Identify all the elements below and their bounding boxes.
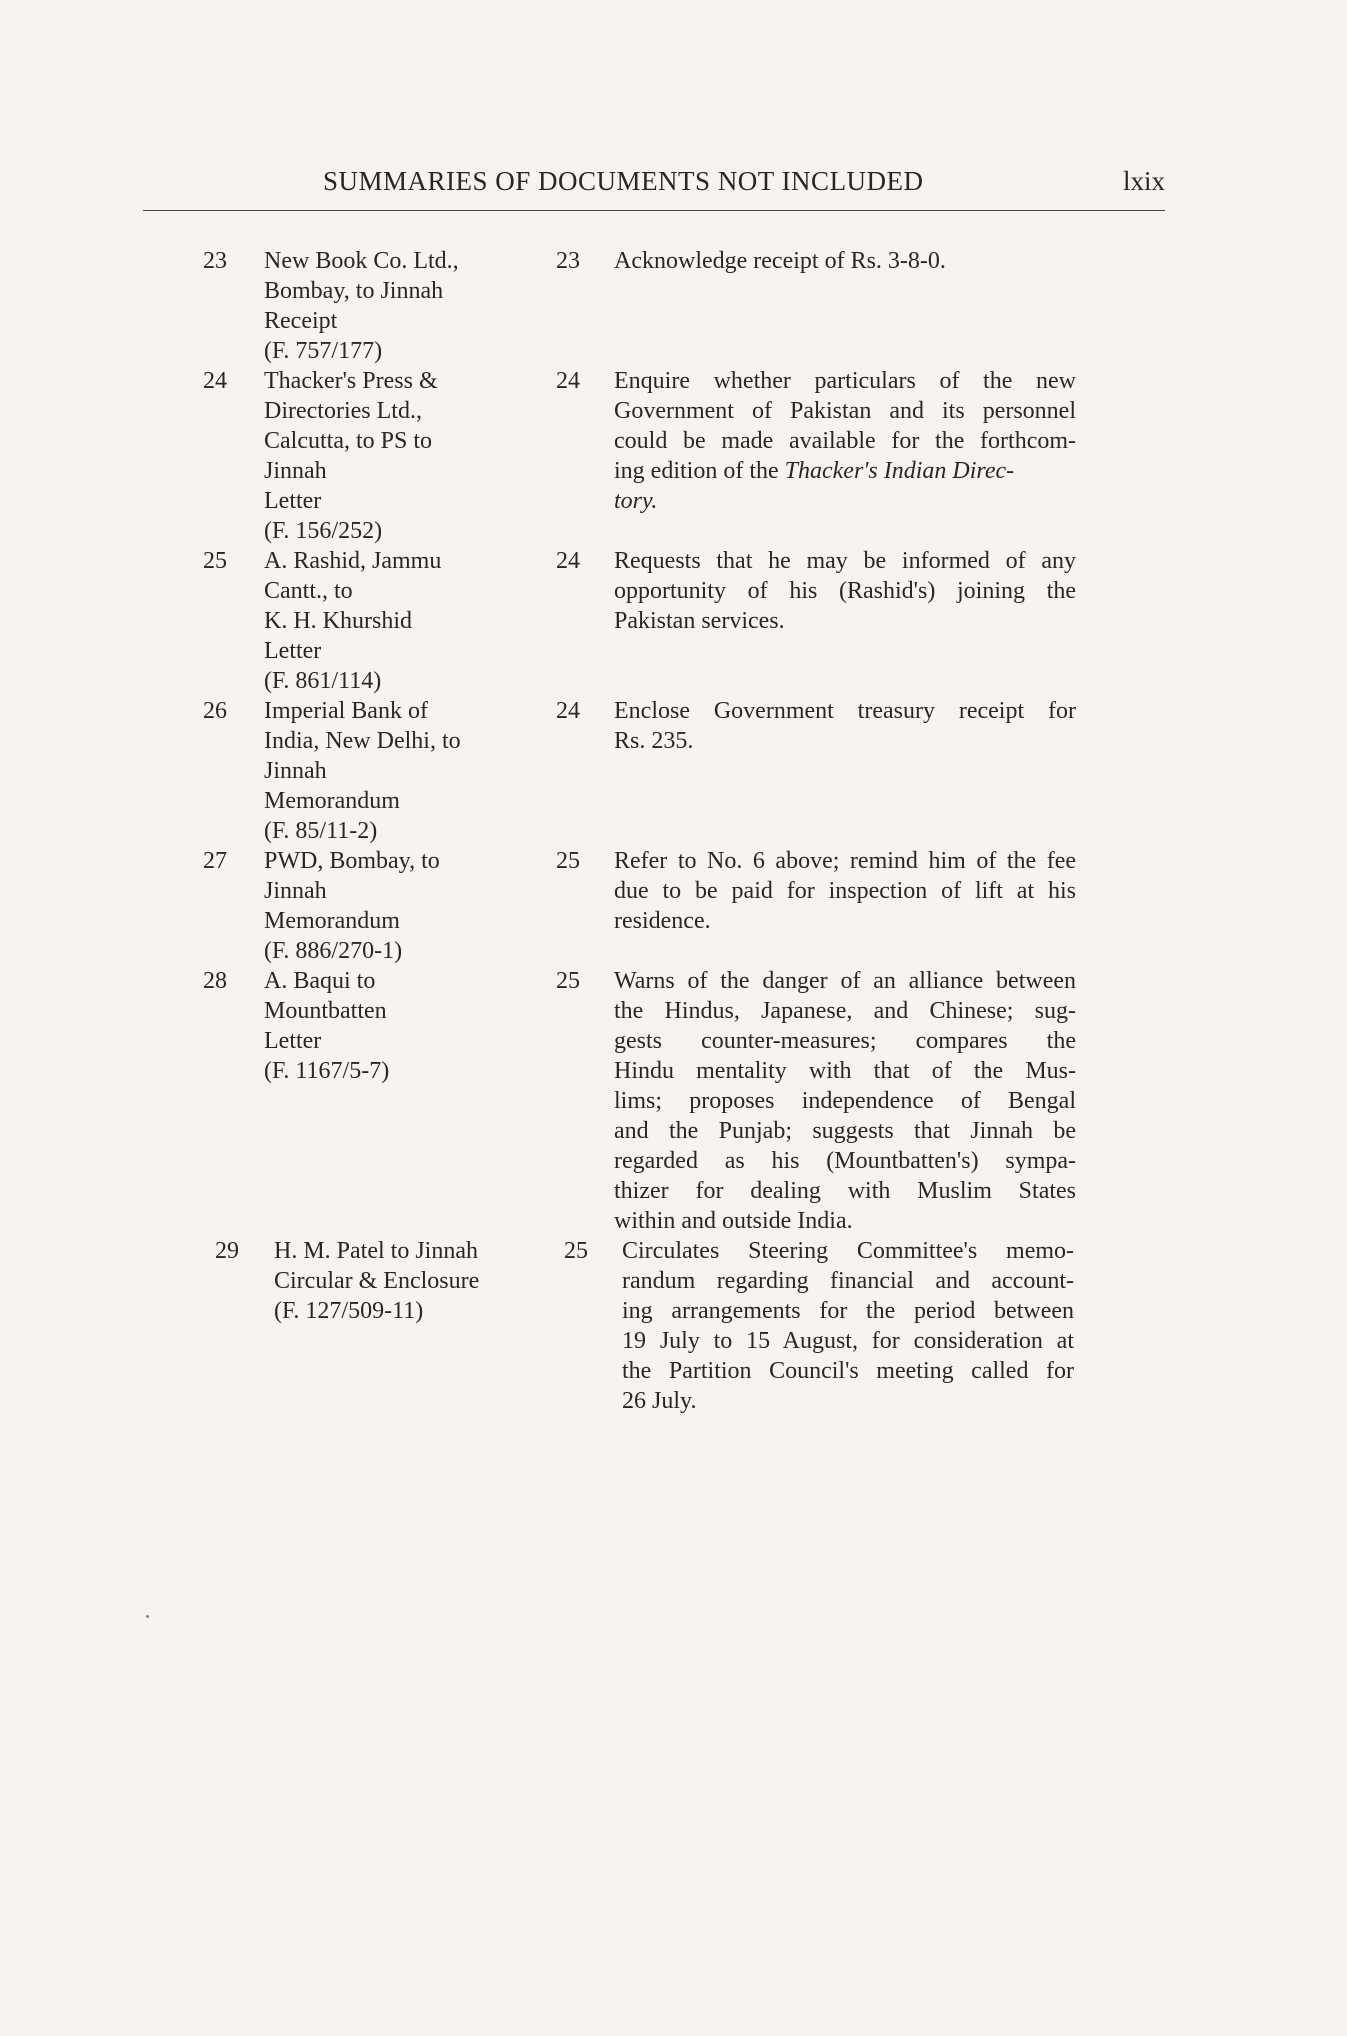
entry-date: 25 [556,848,580,874]
entry-number: 28 [203,968,227,994]
running-title: SUMMARIES OF DOCUMENTS NOT INCLUDED [323,166,924,196]
source-line: (F. 156/252) [264,518,383,544]
entry-date: 24 [556,548,580,574]
summary-line: Circulates Steering Committee's memo- [622,1238,1074,1264]
entry-source [264,366,554,546]
entry-summary [614,696,1076,756]
entry-number: 29 [215,1238,239,1264]
publication-title: Thacker's Indian Direc- [784,458,1015,484]
source-line: (F. 1167/5-7) [264,1058,390,1084]
source-line: Cantt., to [264,578,353,604]
summary-line: the Partition Council's meeting called for [622,1358,1074,1384]
entry-summary [614,366,1076,516]
publication-title-continued: tory. [614,488,658,514]
entry-summary [622,1236,1074,1416]
paper-speck [146,1615,149,1618]
source-line: Letter [264,488,322,514]
entry-date: 24 [556,368,580,394]
summary-line: Refer to No. 6 above; remind him of the fee [614,848,1076,874]
summary-line: Requests that he may be informed of any [614,548,1076,574]
summary-line: due to be paid for inspection of lift at his [614,878,1076,904]
summary-line: Enclose Government treasury receipt for [614,698,1076,724]
summary-line: gests counter-measures; compares the [614,1028,1076,1054]
entry-number: 26 [203,698,227,724]
source-line: Memorandum [264,788,400,814]
source-line: New Book Co. Ltd., [264,248,459,274]
entry-source [264,246,554,366]
summary-line [614,456,1076,486]
entry-summary [614,846,1076,936]
summary-text: ing edition of the [614,458,785,484]
source-line: H. M. Patel to Jinnah [274,1238,478,1264]
source-line: PWD, Bombay, to [264,848,440,874]
summary-line: Hindu mentality with that of the Mus- [614,1058,1076,1084]
summary-line: 26 July. [622,1388,697,1414]
entry-source [274,1236,564,1326]
summary-line: Rs. 235. [614,728,694,754]
entry-source [264,966,554,1086]
source-line: (F. 861/114) [264,668,382,694]
entry-source [264,546,554,696]
summary-line [614,486,1076,516]
entry-date: 25 [556,968,580,994]
summary-line: Pakistan services. [614,608,785,634]
source-line: Bombay, to Jinnah [264,278,444,304]
entry-number: 24 [203,368,227,394]
source-line: A. Baqui to [264,968,376,994]
entry-source [264,846,554,966]
source-line: Circular & Enclosure [274,1268,480,1294]
source-line: (F. 886/270-1) [264,938,403,964]
page-number: lxix [1122,166,1165,196]
summary-line: lims; proposes independence of Bengal [614,1088,1076,1114]
source-line: Letter [264,1028,322,1054]
source-line: Receipt [264,308,338,334]
source-line: (F. 127/509-11) [274,1298,424,1324]
source-line: Calcutta, to PS to [264,428,432,454]
summary-line: randum regarding financial and account- [622,1268,1074,1294]
entry-number: 27 [203,848,227,874]
summary-line: regarded as his (Mountbatten's) sympa- [614,1148,1076,1174]
entry-source [264,696,554,846]
source-line: Jinnah [264,878,327,904]
entry-date: 23 [556,248,580,274]
summary-line: thizer for dealing with Muslim States [614,1178,1076,1204]
source-line: (F. 757/177) [264,338,383,364]
summary-line: 19 July to 15 August, for consideration at [622,1328,1074,1354]
summary-line: Acknowledge receipt of Rs. 3-8-0. [614,248,946,274]
source-line: Letter [264,638,322,664]
source-line: K. H. Khurshid [264,608,412,634]
summary-line: could be made available for the forthcom- [614,428,1076,454]
entry-summary [614,966,1076,1236]
source-line: Jinnah [264,758,327,784]
summary-line: Government of Pakistan and its personnel [614,398,1076,424]
source-line: (F. 85/11-2) [264,818,378,844]
entry-number: 25 [203,548,227,574]
source-line: A. Rashid, Jammu [264,548,442,574]
source-line: Directories Ltd., [264,398,422,424]
summary-line: Warns of the danger of an alliance between [614,968,1076,994]
summary-line: Enquire whether particulars of the new [614,368,1076,394]
source-line: Mountbatten [264,998,387,1024]
summary-line: residence. [614,908,711,934]
summary-line: opportunity of his (Rashid's) joining the [614,578,1076,604]
summary-line: and the Punjab; suggests that Jinnah be [614,1118,1076,1144]
source-line: India, New Delhi, to [264,728,461,754]
entry-date: 25 [564,1238,588,1264]
entry-date: 24 [556,698,580,724]
entry-number: 23 [203,248,227,274]
entry-summary [614,246,1076,276]
source-line: Memorandum [264,908,400,934]
running-head [143,160,1165,211]
source-line: Imperial Bank of [264,698,428,724]
summary-line: ing arrangements for the period between [622,1298,1074,1324]
source-line: Jinnah [264,458,327,484]
summary-line: within and outside India. [614,1208,853,1234]
entry-summary [614,546,1076,636]
source-line: Thacker's Press & [264,368,438,394]
summary-line: the Hindus, Japanese, and Chinese; sug- [614,998,1076,1024]
